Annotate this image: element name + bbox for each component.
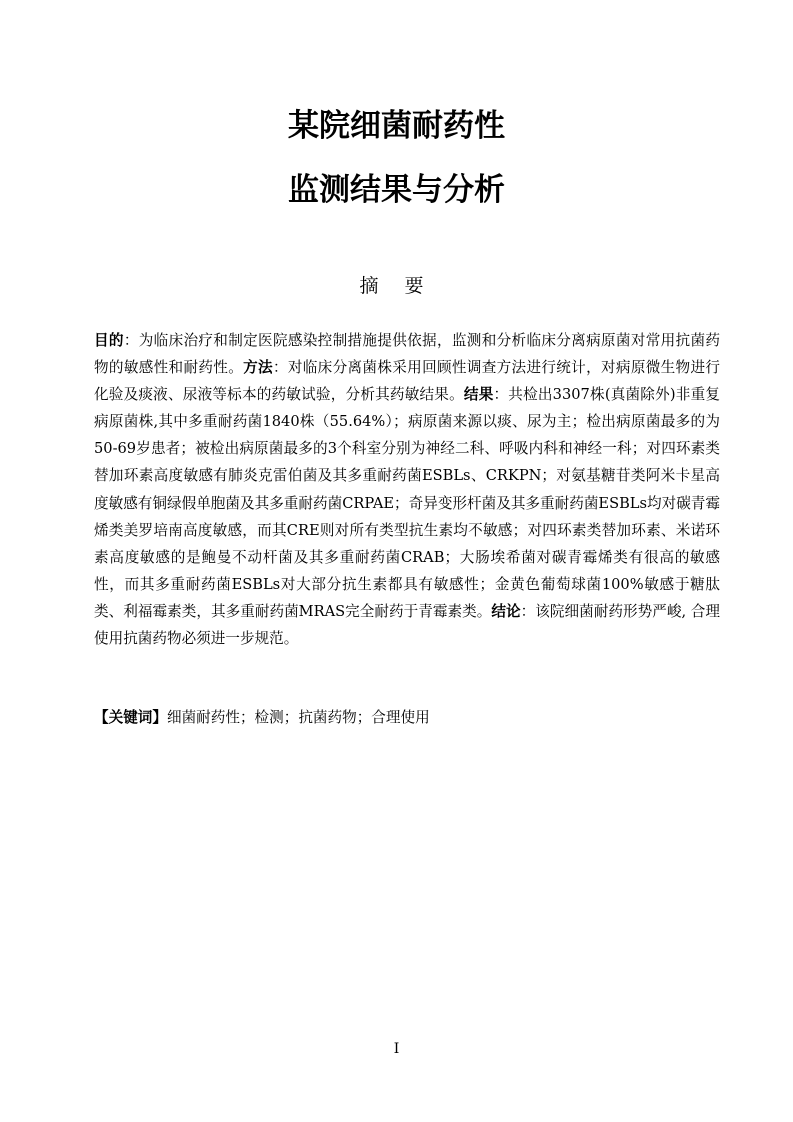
- method-text: ：对临床分离菌株采用回顾性调查方法进行统计，对病原微生物进行化验及痰液、尿液等标本的药敏试验，分析其药敏结果。: [94, 359, 720, 404]
- keywords-label: 【关键词】: [94, 709, 167, 726]
- abstract-body: [94, 327, 720, 652]
- result-label: 结果: [463, 386, 494, 404]
- abstract-heading: 摘 要: [359, 275, 434, 297]
- objective-text: ：为临床治疗和制定医院感染控制措施提供依据，监测和分析临床分离病原菌对常用抗菌药物的敏感性和耐药性。: [94, 332, 720, 377]
- conclusion-text: ：该院细菌耐药形势严峻, 合理使用抗菌药物必须进一步规范。: [94, 602, 720, 648]
- method-label: 方法: [243, 359, 273, 377]
- keywords-line: [94, 704, 720, 731]
- keywords-text: 细菌耐药性；检测；抗菌药物；合理使用: [166, 709, 430, 726]
- result-text: ：共检出3307株(真菌除外)非重复病原菌株,其中多重耐药菌1840株（55.64%）；病原菌来源以痰、尿为主；检出病原菌最多的为50-69岁患者；被检出病原菌最多的3个科室分别为神经二科、呼吸内科和神经一科；对四环素类替加环素高度敏感有肺炎克雷伯菌及其多重耐药菌ESBLs、CRKPN；对氨基糖苷类阿米卡星高度敏感有铜绿假单胞菌及其多重耐药菌CRPAE；奇异变形杆菌及其多重耐药菌ESBLs均对碳青霉烯类美罗培南高度敏感，而其CRE则对所有类型抗生素均不敏感；对四环素类替加环素、米诺环素高度敏感的是鲍曼不动杆菌及其多重耐药菌CRAB；大肠埃希菌对碳青霉烯类有很高的敏感性，而其多重耐药菌ESBLs对大部分抗生素都具有敏感性；金黄色葡萄球菌100%敏感于糖肽类、利福霉素类，其多重耐药菌MRAS完全耐药于青霉素类。: [94, 386, 720, 620]
- objective-label: 目的: [94, 332, 124, 349]
- document-title-line-1: 某院细菌耐药性: [288, 108, 505, 144]
- conclusion-label: 结论: [491, 602, 521, 620]
- document-title-line-2: 监测结果与分析: [288, 172, 505, 208]
- page-number: I: [393, 1041, 400, 1057]
